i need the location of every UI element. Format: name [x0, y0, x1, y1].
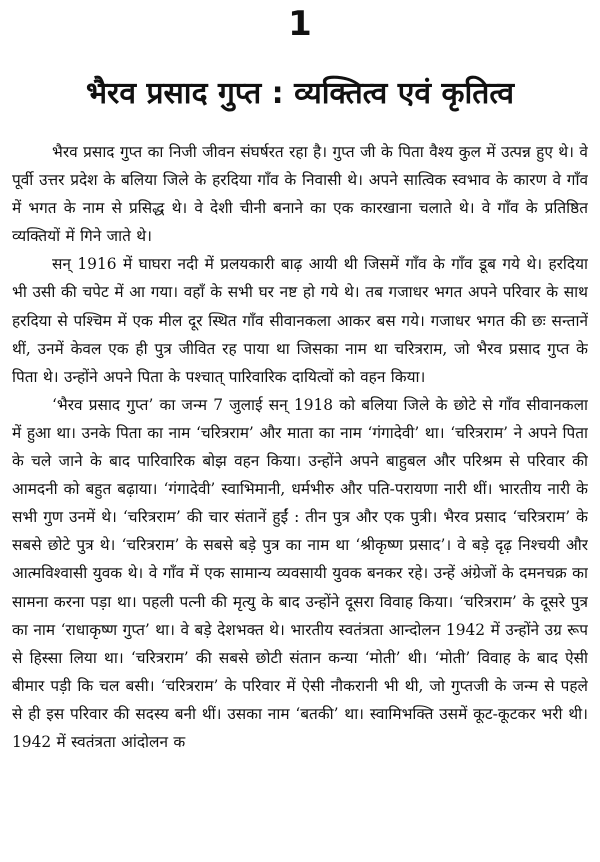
paragraph: भैरव प्रसाद गुप्त का निजी जीवन संघर्षरत रहा है। गुप्त जी के पिता वैश्य कुल में उत्पन्न हुए थे। वे पूर्वी उत्तर प्रदेश के बलिया जिले के हरदिया गाँव के निवासी थे। अपने सात्विक स्वभाव के कारण वे गाँव में भगत के नाम से प्रसिद्ध थे। वे देशी चीनी बनाने का एक कारखाना चलाते थे। वे गाँव के प्रतिष्ठित व्यक्तियों में गिने जाते थे।	[12, 143, 588, 246]
chapter-number: 1	[288, 4, 312, 44]
paragraph: ‘भैरव प्रसाद गुप्त’ का जन्म 7 जुलाई सन् 1918 को बलिया जिले के छोटे से गाँव सीवानकला में हुआ था। उनके पिता का नाम ‘चरित्रराम’ और माता का नाम ‘गंगादेवी’ था। ‘चरित्रराम’ ने अपने पिता के चले जाने के बाद पारिवारिक बोझ वहन किया। उन्होंने अपने बाहुबल और परिश्रम से परिवार की आमदनी को बहुत बढ़ाया। ‘गंगादेवी’ स्वाभिमानी, धर्मभीरु और पति-परायणा नारी थीं। भारतीय नारी के सभी गुण उनमें थे। ‘चरित्रराम’ की चार संतानें हुईं : तीन पुत्र और एक पुत्री। भैरव प्रसाद ‘चरित्रराम’ के सबसे छोटे पुत्र थे। ‘चरित्रराम’ के सबसे बड़े पुत्र का नाम था ‘श्रीकृष्ण प्रसाद’। वे बड़े दृढ़ निश्चयी और आत्मविश्वासी युवक थे। वे गाँव में एक सामान्य व्यवसायी युवक बनकर रहे। उन्हें अंग्रेजों के दमनचक्र का सामना करना पड़ा था। पहली पत्नी की मृत्यु के बाद उन्होंने दूसरा विवाह किया। ‘चरित्रराम’ के दूसरे पुत्र का नाम ‘राधाकृष्ण गुप्त’ था। वे बड़े देशभक्त थे। भारतीय स्वतंत्रता आन्दोलन 1942 में उन्होंने उग्र रूप से हिस्सा लिया था। ‘चरित्रराम’ की सबसे छोटी संतान कन्या ‘मोती’ थी। ‘मोती’ विवाह के बाद ऐसी बीमार पड़ी कि चल बसी। ‘चरित्रराम’ के परिवार में ऐसी नौकरानी भी थी, जो गुप्तजी के जन्म से पहले से ही इस परिवार की सदस्य बनी थीं। उसका नाम ‘बतकी’ था। स्वामिभक्ति उसमें कूट-कूटकर भरी थी। 1942 में स्वतंत्रता आंदोलन क	[12, 395, 588, 751]
paragraph: सन् 1916 में घाघरा नदी में प्रलयकारी बाढ़ आयी थी जिसमें गाँव के गाँव डूब गये थे। हरदिया भी उसी की चपेट में आ गया। वहाँ के सभी घर नष्ट हो गये थे। तब गजाधर भगत अपने परिवार के साथ हरदिया से पश्चिम में एक मील दूर स्थित गाँव सीवानकला आकर बस गये। गजाधर भगत की छः सन्तानें थीं, उनमें केवल एक ही पुत्र जीवित रह पाया था जिसका नाम था चरित्रराम, जो भैरव प्रसाद गुप्त के पिता थे। उन्होंने अपने पिता के पश्चात् पारिवारिक दायित्वों को वहन किया।	[12, 255, 588, 386]
chapter-title: भैरव प्रसाद गुप्त : व्यक्तित्व एवं कृतित्व	[85, 76, 515, 111]
body-text	[12, 138, 588, 858]
